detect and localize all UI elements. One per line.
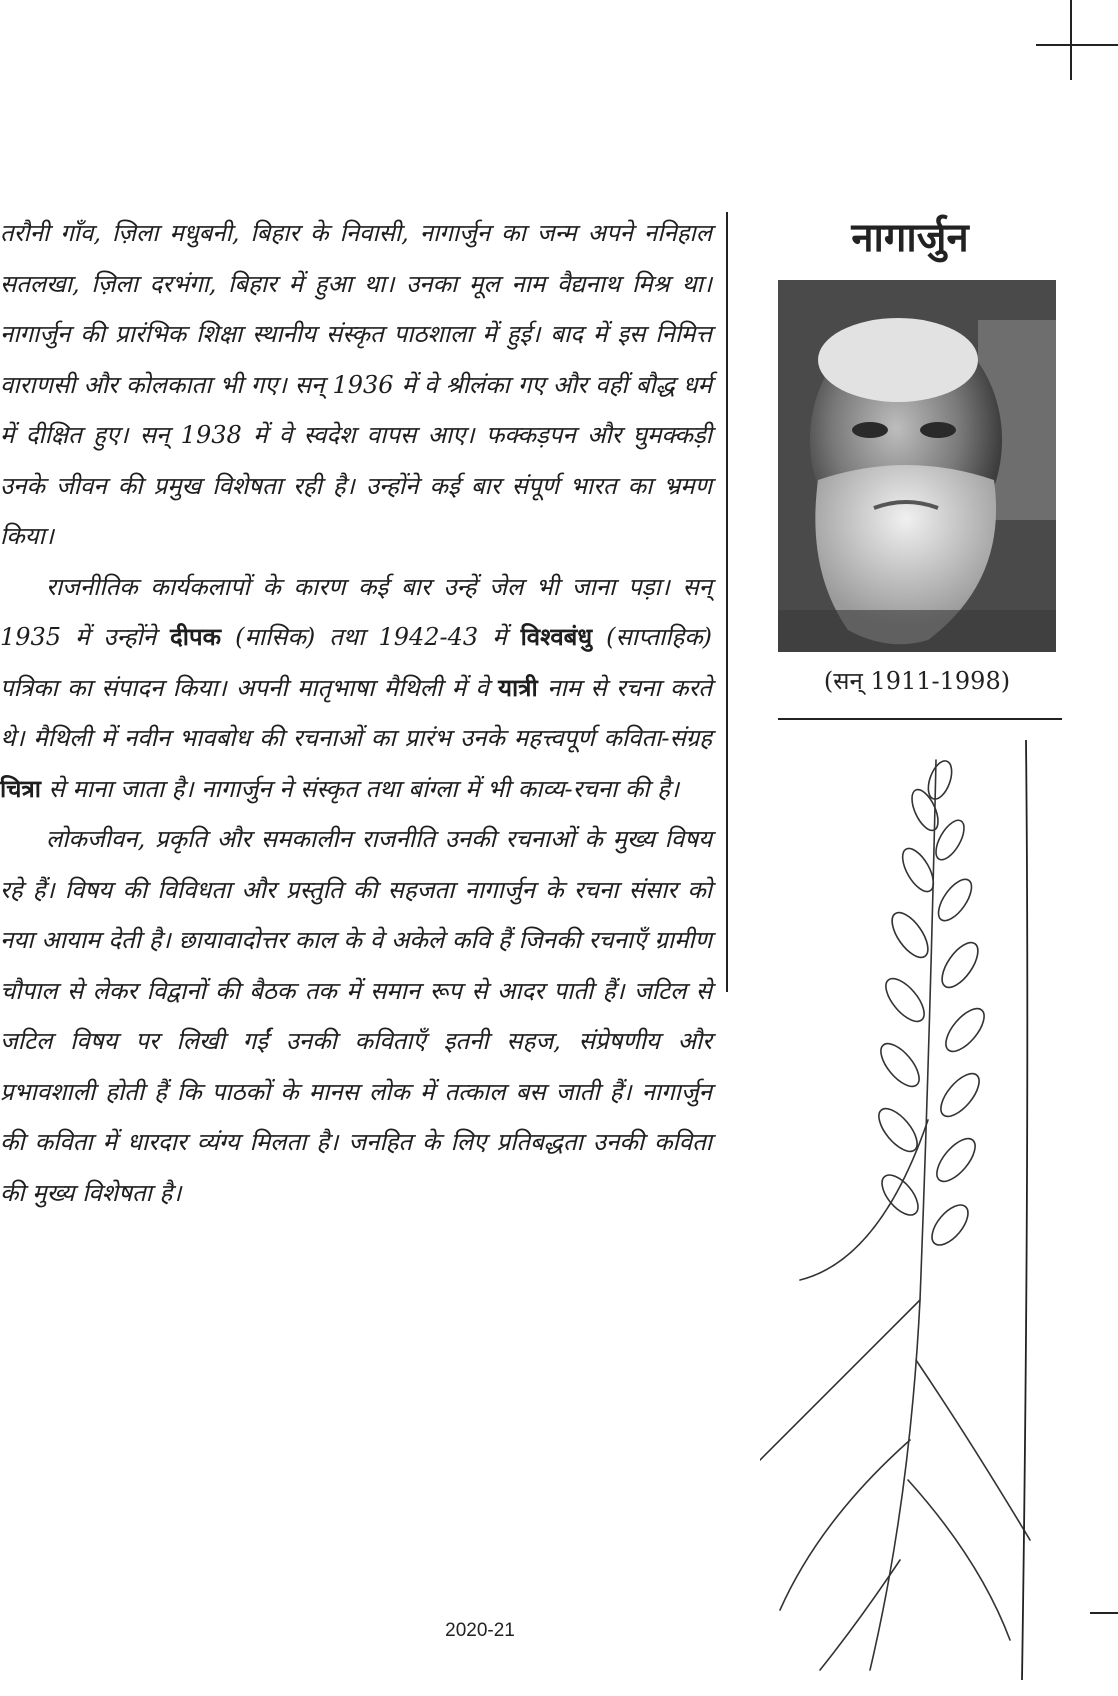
text-segment: लोकजीवन, प्रकृति और समकालीन राजनीति उनकी रचनाओं के मुख्य विषय रहे हैं। विषय की विविधता और प्रस्तुति की सहजता नागार्जुन के रचना संसार को नया आयाम देती है। छायावादोत्तर काल के वे अकेले कवि हैं जिनकी रचनाएँ ग्रामीण चौपाल से लेकर विद्वानों की बैठक तक में समान रूप से आदर पाती हैं। जटिल से जटिल विषय पर लिखी गईं उनकी कविताएँ इतनी सहज, संप्रेषणीय और प्रभावशाली होती हैं कि पाठकों के मानस लोक में तत्काल बस जाती हैं। नागार्जुन की कविता में धारदार व्यंग्य मिलता है। जनहित के लिए प्रतिबद्धता उनकी कविता की मुख्य विशेषता है। bbox=[0, 825, 712, 1207]
work-title-deepak: दीपक bbox=[170, 622, 222, 651]
author-years: (सन् 1911-1998) bbox=[823, 667, 1011, 695]
work-title-vishwabandhu: विश्वबंधु bbox=[520, 622, 593, 651]
column-divider bbox=[726, 212, 728, 992]
pen-name-yatri: यात्री bbox=[498, 672, 538, 702]
crop-mark bbox=[1070, 0, 1072, 80]
plant-sketch-illustration bbox=[760, 740, 1060, 1680]
author-portrait bbox=[778, 280, 1056, 652]
page-footer-year: 2020-21 bbox=[445, 1620, 515, 1641]
text-segment: (मासिक) तथा 1942-43 में bbox=[221, 623, 521, 651]
author-name: नागार्जुन bbox=[851, 215, 969, 261]
work-title-chitra: चित्रा bbox=[0, 773, 41, 803]
text-segment: से माना जाता है। नागार्जुन ने संस्कृत तथा बांग्ला में भी काव्य-रचना की है। bbox=[40, 774, 679, 803]
paragraph-3 bbox=[0, 814, 712, 1218]
biography-text bbox=[0, 208, 712, 1218]
text-segment: नाम से रचना करते थे। मैथिली में नवीन भावबोध की रचनाओं का प्रारंभ उनके महत्त्वपूर्ण कविता-संग्रह bbox=[0, 673, 712, 752]
portrait-photo bbox=[778, 280, 1056, 652]
crop-mark bbox=[1036, 44, 1118, 46]
paragraph-1 bbox=[0, 208, 712, 562]
paragraph-2 bbox=[0, 562, 712, 815]
crop-mark bbox=[1090, 1612, 1118, 1614]
text-segment: राजनीतिक कार्यकलापों के कारण कई बार उन्हें जेल भी जाना पड़ा। सन् 1935 में उन्होंने bbox=[0, 572, 712, 651]
sidebar-rule bbox=[778, 718, 1062, 720]
text-segment: तरौनी गाँव, ज़िला मधुबनी, बिहार के निवासी, नागार्जुन का जन्म अपने ननिहाल सतलखा, ज़िला दरभंगा, बिहार में हुआ था। उनका मूल नाम वैद्यनाथ मिश्र था। नागार्जुन की प्रारंभिक शिक्षा स्थानीय संस्कृत पाठशाला में हुई। बाद में इस निमित्त वाराणसी और कोलकाता भी गए। सन् 1936 में वे श्रीलंका गए और वहीं बौद्ध धर्म में दीक्षित हुए। सन् 1938 में वे स्वदेश वापस आए। फक्कड़पन और घुमक्कड़ी उनके जीवन की प्रमुख विशेषता रही है। उन्होंने कई बार संपूर्ण भारत का भ्रमण किया। bbox=[0, 219, 712, 550]
text-segment: (साप्ताहिक) पत्रिका का संपादन किया। अपनी मातृभाषा मैथिली में वे bbox=[0, 623, 712, 702]
